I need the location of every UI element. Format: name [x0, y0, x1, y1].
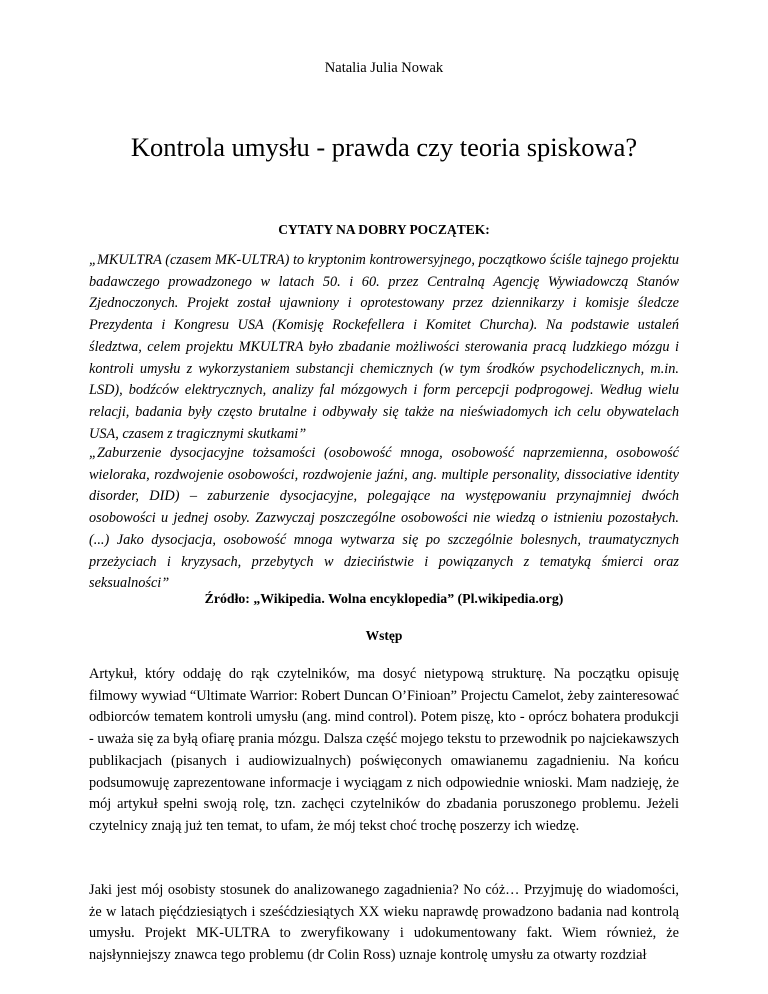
author-name: Natalia Julia Nowak — [324, 60, 444, 76]
page-title: Kontrola umysłu - prawda czy teoria spiskowa? — [130, 132, 638, 162]
intro-heading: Wstęp — [365, 628, 403, 643]
intro-paragraph-2: Jaki jest mój osobisty stosunek do analizowanego zagadnienia? No cóż… Przyjmuję do wiadomości, że w latach pięćdziesiątych i sześćdziesiątych XX wieku naprawdę prowadzono badania nad kontrolą umysłu. Projekt MK-ULTRA to zweryfikowany i udokumentowany fakt. Wiem również, że najsłynniejszy znawca tego problemu (dr Colin Ross) uznaje kontrolę umysłu za otwarty rozdział — [89, 882, 679, 964]
source-citation: Źródło: „Wikipedia. Wolna encyklopedia” (Pl.wikipedia.org) — [204, 591, 564, 606]
intro-paragraph-1: Artykuł, który oddaję do rąk czytelników, ma dosyć nietypową strukturę. Na początku opisuję filmowy wywiad “Ultimate Warrior: Robert Duncan O’Finioan” Projectu Camelot, żeby zainteresować odbiorców tematem kontroli umysłu (ang. mind control). Potem piszę, kto - oprócz bohatera produkcji - uważa się za byłą ofiarę prania mózgu. Dalsza część mojego tekstu to przewodnik po najciekawszych publikacjach (pisanych i audiowizualnych) poświęconych omawianemu zagadnieniu. Na końcu podsumowuję zaprezentowane informacje i wyciągam z nich odpowiednie wnioski. Mam nadzieję, że mój artykuł spełni swoją rolę, tzn. zachęci czytelników do zbadania poruszonego problemu. Jeżeli czytelnicy znają już ten temat, to ufam, że mój tekst choć trochę poszerzy ich wiedzę. — [89, 666, 679, 834]
quote-mkultra: „MKULTRA (czasem MK-ULTRA) to kryptonim kontrowersyjnego, początkowo ściśle tajnego projektu badawczego prowadzonego w latach 50. i 60. przez Centralną Agencję Wywiadowczą Stanów Zjednoczonych. Projekt został ujawniony i oprotestowany przez dziennikarzy i komisje śledcze Prezydenta i Kongresu USA (Komisję Rockefellera i Komitet Churcha). Na podstawie ustaleń śledztwa, celem projektu MKULTRA było zbadanie możliwości sterowania pracą ludzkiego mózgu i kontroli umysłu z wykorzystaniem substancji chemicznych (w tym środków psychodelicznych, m.in. LSD), bodźców elektrycznych, analizy fal mózgowych i form percepcji podprogowej. Według wielu relacji, badania były często brutalne i odbywały się także na nieświadomych ich celu obywatelach USA, czasem z tragicznymi skutkami” — [89, 252, 679, 442]
quote-did: „Zaburzenie dysocjacyjne tożsamości (osobowość mnoga, osobowość naprzemienna, osobowość wieloraka, rozdwojenie osobowości, rozdwojenie jaźni, ang. multiple personality, dissociative identity disorder, DID) – zaburzenie dysocjacyjne, polegające na występowaniu przynajmniej dwóch osobowości u jednej osoby. Zazwyczaj poszczególne osobowości nie wiedzą o istnieniu pozostałych. (...) Jako dysocjacja, osobowość mnoga wytwarza się po szczególnie bolesnych, traumatycznych przeżyciach i kryzysach, przebytych w dzieciństwie i powiązanych z tematyką śmierci oraz seksualności” — [89, 445, 679, 592]
quotes-heading: CYTATY NA DOBRY POCZĄTEK: — [278, 222, 490, 237]
